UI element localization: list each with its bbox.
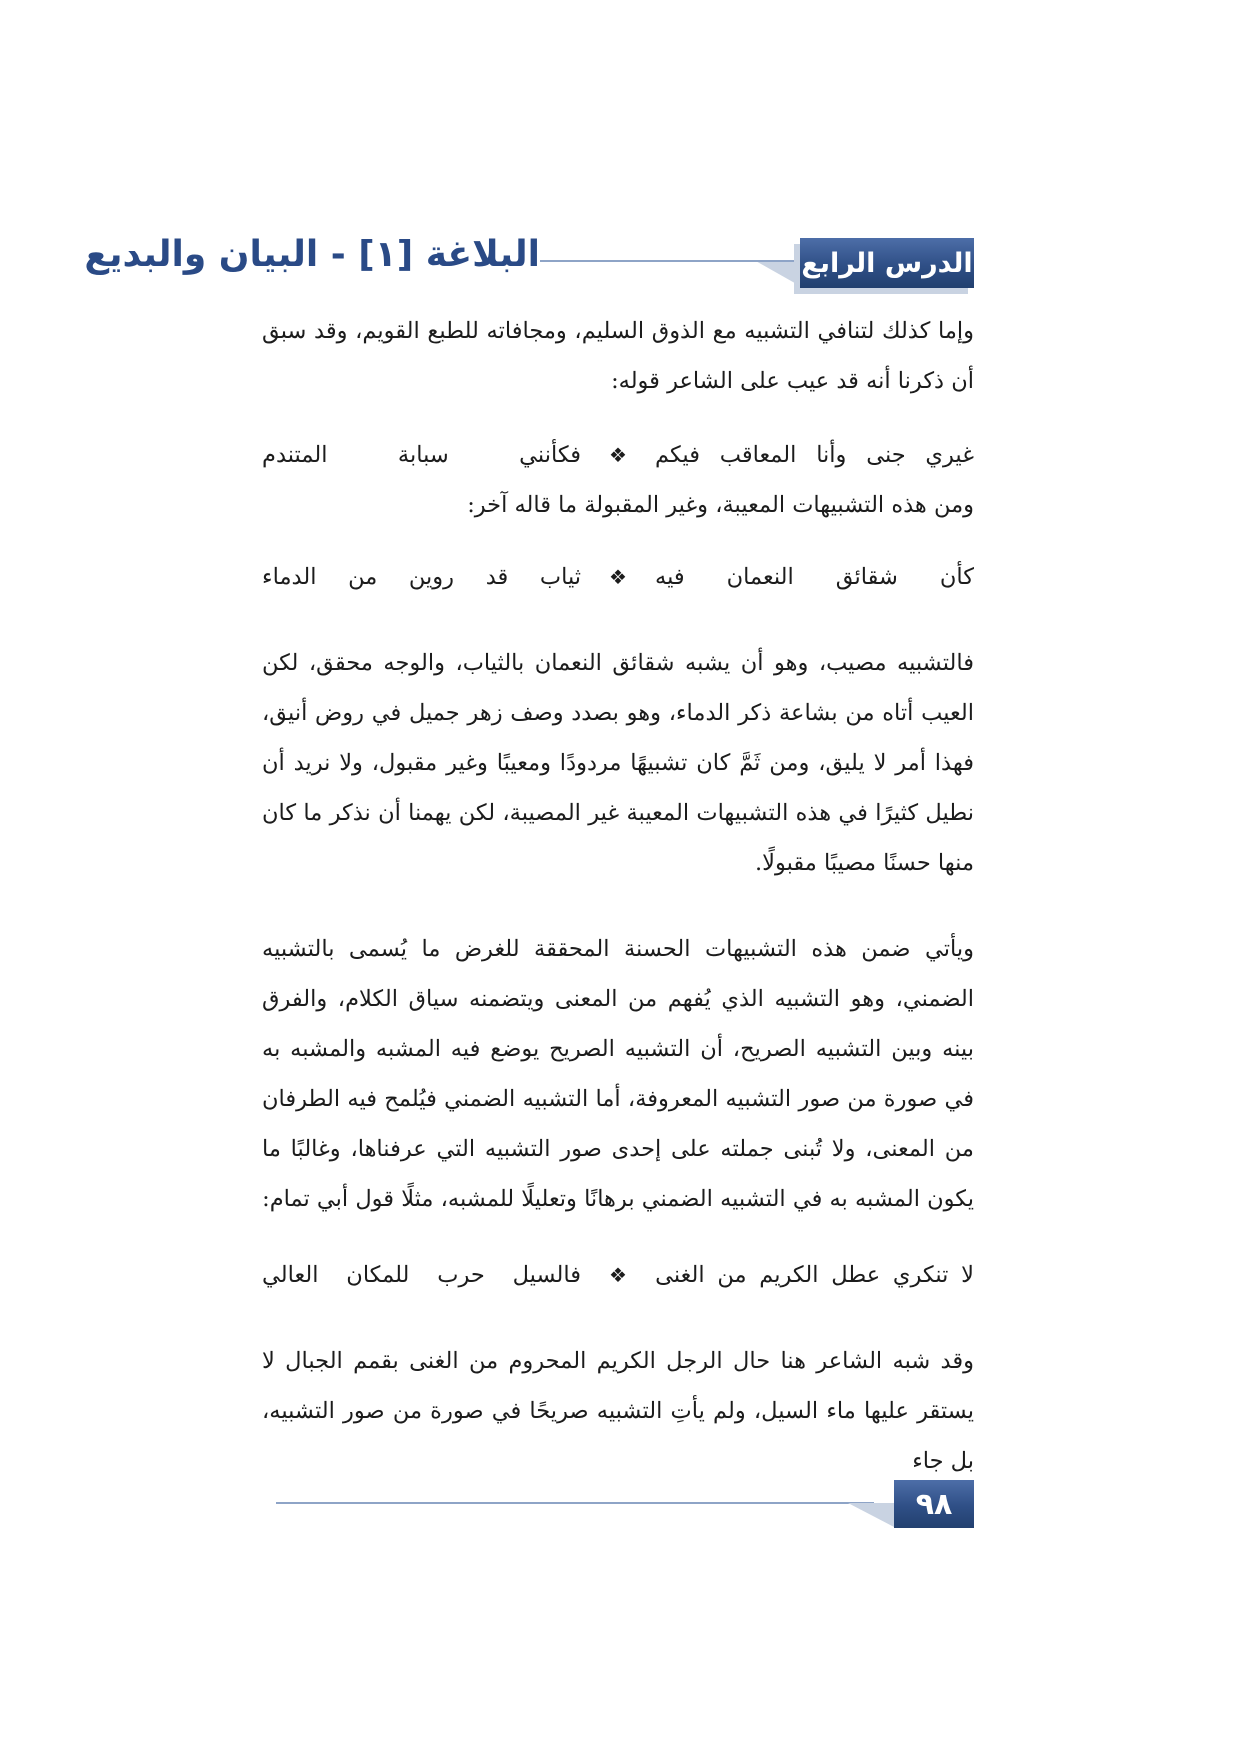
verse-separator-icon: ❖ [609,565,627,589]
verse-word: قد [485,564,509,590]
verse-word: من [348,564,378,590]
verse-2-second-hemistich [262,552,581,602]
header-decorative-wedge [754,260,800,286]
verse-word: فيكم [655,442,700,468]
verse-word: وأنا [816,442,847,468]
verse-3-first-hemistich [655,1250,974,1300]
paragraph-4: ويأتي ضمن هذه التشبيهات الحسنة المحققة للغرض ما يُسمى بالتشبيه الضمني، وهو التشبيه الذي يُفهم من المعنى ويتضمنه سياق الكلام، والفرق بينه وبين التشبيه الصريح، أن التشبيه الصريح يوضع فيه المشبه والمشبه به في صورة من صور التشبيه المعروفة، أما التشبيه الضمني فيُلمح فيه الطرفان من المعنى، ولا تُبنى جملته على إحدى صور التشبيه التي عرفناها، وغالبًا ما يكون المشبه به في التشبيه الضمني برهانًا وتعليلًا للمشبه، مثلًا قول أبي تمام: [262,936,974,1212]
verse-word: ثياب [539,564,581,590]
verse-2-first-hemistich [655,552,974,602]
footer-rule [276,1502,874,1504]
verse-word: لا [961,1262,974,1288]
verse-word: المتندم [262,442,328,468]
verse-1 [262,430,974,480]
verse-3-second-hemistich [262,1250,581,1300]
verse-word: العالي [262,1262,319,1288]
page-content [262,306,974,1486]
verse-word: حرب [437,1262,485,1288]
verse-word: عطل [831,1262,881,1288]
verse-word: المعاقب [719,442,797,468]
verse-word: فكأنني [519,442,581,468]
paragraph-1: وإما كذلك لتنافي التشبيه مع الذوق السليم، ومجافاته للطبع القويم، وقد سبق أن ذكرنا أنه قد عيب على الشاعر قوله: [262,318,974,394]
book-title: البلاغة [١] - البيان والبديع [84,234,540,275]
verse-word: الغنى [655,1262,705,1288]
verse-word: من [717,1262,747,1288]
verse-separator-icon: ❖ [609,1263,627,1287]
footer-decorative-wedge [848,1503,894,1527]
header-rule [540,260,794,262]
verse-word: الكريم [759,1262,819,1288]
verse-word: فالسيل [512,1262,581,1288]
verse-word: كأن [939,564,974,590]
page-header [84,230,974,292]
verse-word: سبابة [397,442,449,468]
paragraph-3: فالتشبيه مصيب، وهو أن يشبه شقائق النعمان بالثياب، والوجه محقق، لكن العيب أتاه من بشاعة ذكر الدماء، وهو بصدد وصف زهر جميل في روض أنيق، فهذا أمر لا يليق، ومن ثَمَّ كان تشبيهًا مردودًا ومعيبًا وغير مقبول، ولا نريد أن نطيل كثيرًا في هذه التشبيهات المعيبة غير المصيبة، لكن يهمنا أن نذكر ما كان منها حسنًا مصيبًا مقبولًا. [262,650,975,876]
verse-separator-icon: ❖ [609,443,627,467]
page-footer [276,1480,974,1534]
verse-2 [262,552,974,602]
verse-word: فيه [655,564,685,590]
paragraph-5: وقد شبه الشاعر هنا حال الرجل الكريم المحروم من الغنى بقمم الجبال لا يستقر عليها ماء السيل، ولم يأتِ التشبيه صريحًا في صورة من صور التشبيه، بل جاء [262,1348,974,1474]
verse-word: روين [408,564,455,590]
verse-3 [262,1250,974,1300]
verse-word: تنكري [892,1262,949,1288]
paragraph-2: ومن هذه التشبيهات المعيبة، وغير المقبولة ما قاله آخر: [467,492,974,518]
verse-word: النعمان [726,564,794,590]
verse-word: للمكان [346,1262,410,1288]
verse-word: شقائق [835,564,898,590]
verse-word: جنى [866,442,906,468]
page-number: ٩٨ [894,1480,974,1528]
verse-word: الدماء [262,564,317,590]
verse-1-second-hemistich [262,430,581,480]
verse-word: غيري [925,442,974,468]
verse-1-first-hemistich [655,430,974,480]
lesson-badge: الدرس الرابع [800,238,974,288]
